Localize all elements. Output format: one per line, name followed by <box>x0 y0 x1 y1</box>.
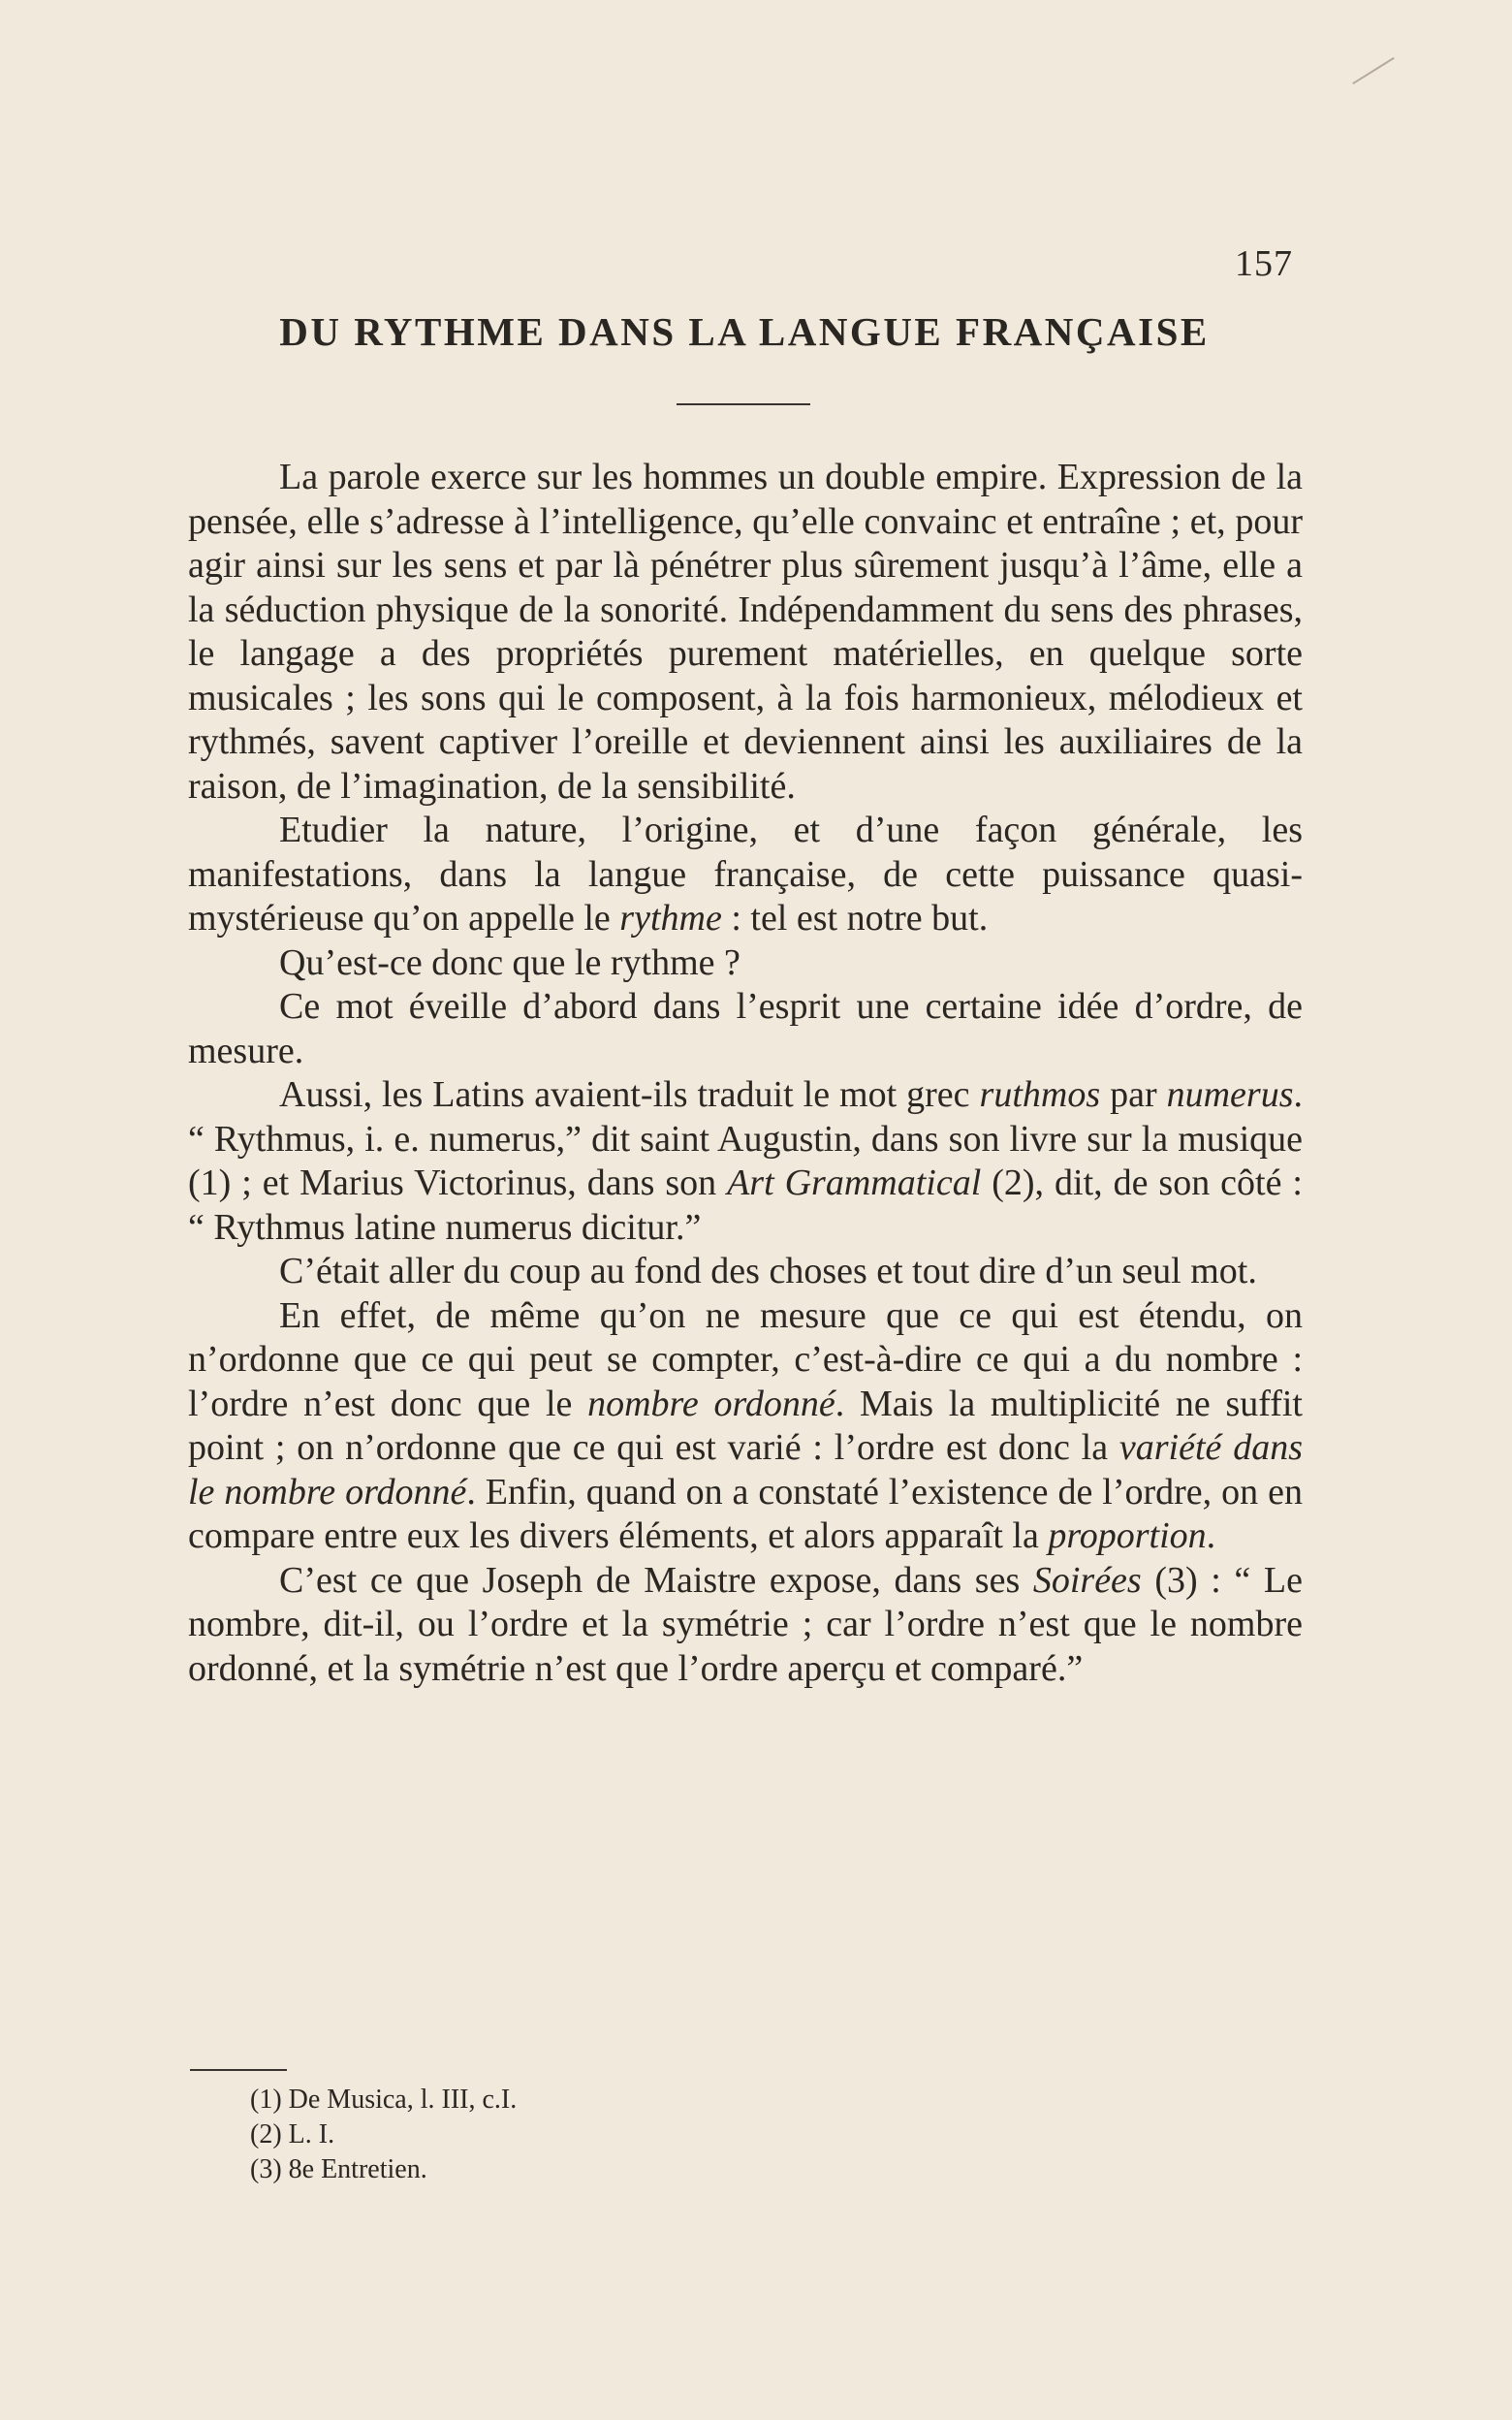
text-run: Ce mot éveille d’abord dans l’esprit une certaine idée d’ordre, de mesure. <box>188 986 1303 1071</box>
paragraph <box>188 985 1303 1073</box>
paragraph <box>188 1250 1303 1294</box>
italic-text: rythme <box>619 898 722 939</box>
pencil-mark <box>1352 57 1394 84</box>
italic-text: ruthmos <box>979 1074 1101 1115</box>
text-run: La parole exerce sur les hommes un double empire. Expression de la pensée, elle s’adresse à l’intelligence, qu’elle convainc et entraîne ; et, pour agir ainsi sur les sens et par là pénétrer plus sûrement jusqu’à l’âme, elle a la séduction physique de la sonorité. Indépendamment du sens des phrases, le langage a des propriétés purement matérielles, en quelque sorte musicales ; les sons qui le composent, à la fois harmonieux, mélodieux et rythmés, savent captiver l’oreille et deviennent ainsi les auxiliaires de la raison, de l’imagination, de la sensibilité. <box>188 457 1303 807</box>
chapter-title: DU RYTHME DANS LA LANGUE FRANÇAISE <box>279 309 1210 354</box>
paragraph <box>188 1073 1303 1250</box>
text-run: par <box>1100 1074 1167 1115</box>
page-number: 157 <box>1235 243 1293 284</box>
text-run: (2), dit, de son côté : “ Rythmus latine numerus dicitur.” <box>188 1162 1303 1248</box>
text-run: Qu’est-ce donc que le rythme ? <box>279 941 740 983</box>
paragraph <box>188 809 1303 941</box>
text-run: . “ Rythmus, i. e. numerus,” dit saint Augustin, dans son livre sur la musique (1) ; et Marius Victorinus, dans son <box>188 1074 1303 1203</box>
paragraph <box>188 1294 1303 1559</box>
title-rule <box>677 403 810 405</box>
italic-text: proportion <box>1048 1515 1207 1556</box>
footnote: (1) De Musica, l. III, c.I. <box>250 2085 518 2115</box>
italic-text: numerus <box>1166 1074 1294 1115</box>
italic-text: variété dans le nombre ordonné <box>188 1427 1304 1512</box>
text-run: Aussi, les Latins avaient-ils traduit le mot grec <box>279 1074 980 1115</box>
footnote: (2) L. I. <box>250 2119 335 2149</box>
paragraph <box>188 941 1303 986</box>
paragraph <box>188 456 1303 809</box>
paragraph <box>188 1559 1303 1692</box>
text-run: : tel est notre but. <box>721 898 989 939</box>
text-run: . Mais la multiplicité ne suffit point ; on n’ordonne que ce qui est varié : l’ordre est donc la <box>188 1383 1303 1468</box>
text-run: C’était aller du coup au fond des choses et tout dire d’un seul mot. <box>279 1251 1257 1291</box>
text-run: (3) : “ Le nombre, dit-il, ou l’ordre et la symétrie ; car l’ordre n’est que le nombre ordonné, et la symétrie n’est que l’ordre aperçu et comparé.” <box>188 1559 1303 1689</box>
text-run: . Enfin, quand on a constaté l’existence de l’ordre, on en compare entre eux les divers éléments, et alors apparaît la <box>188 1471 1304 1556</box>
italic-text: Art Grammatical <box>727 1162 982 1203</box>
footnotes <box>250 2083 517 2187</box>
body-text <box>188 456 1303 1691</box>
text-run: . <box>1206 1515 1216 1556</box>
italic-text: nombre ordonné <box>587 1383 835 1424</box>
text-run: En effet, de même qu’on ne mesure que ce qui est étendu, on n’ordonne que ce qui peut se compter, c’est-à-dire ce qui a du nombre : l’ordre n’est donc que le <box>188 1294 1303 1424</box>
text-run: C’est ce que Joseph de Maistre expose, dans ses <box>279 1559 1033 1601</box>
footnote-rule <box>190 2069 287 2071</box>
footnote: (3) 8e Entretien. <box>250 2154 427 2184</box>
text-run: Etudier la nature, l’origine, et d’une façon générale, les manifestations, dans la langue française, de cette puissance quasi-mystérieuse qu’on appelle le <box>188 810 1303 939</box>
italic-text: Soirées <box>1032 1559 1142 1601</box>
